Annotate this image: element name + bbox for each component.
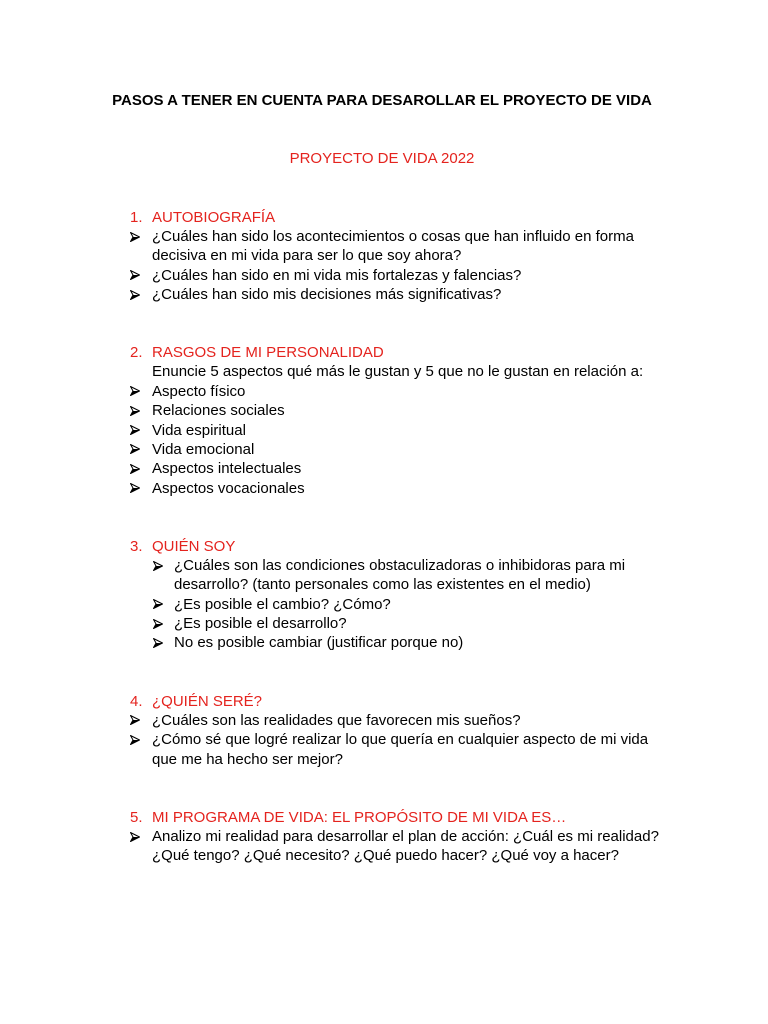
- bullet-text: ¿Cuáles son las condiciones obstaculizadoras o inhibidoras para mi desarrollo? (tanto personales como las existentes en el medio): [174, 557, 626, 594]
- bullet-item: [152, 285, 666, 304]
- section-who-am-i: [0, 537, 768, 653]
- arrow-bullet-icon: [130, 406, 140, 416]
- section-who-will-i-be: [0, 692, 768, 769]
- arrow-bullet-icon: [130, 832, 140, 842]
- arrow-bullet-icon: [130, 715, 140, 725]
- bullet-item: [152, 711, 666, 730]
- bullet-text: Relaciones sociales: [152, 402, 285, 420]
- bullet-item: [152, 421, 666, 440]
- bullet-text: Aspectos intelectuales: [152, 460, 302, 478]
- section-heading-row: [0, 208, 768, 227]
- bullet-text: Aspecto físico: [152, 382, 246, 400]
- bullet-item: [152, 401, 666, 420]
- section-number: 4.: [130, 692, 143, 710]
- document-title: PASOS A TENER EN CUENTA PARA DESAROLLAR EL PROYECTO DE VIDA: [112, 92, 652, 110]
- bullet-text: Vida espiritual: [152, 421, 246, 439]
- section-number: 1.: [130, 208, 143, 226]
- section-heading: MI PROGRAMA DE VIDA: EL PROPÓSITO DE MI VIDA ES…: [152, 808, 567, 826]
- bullet-item: [152, 382, 666, 401]
- bullet-list: [0, 227, 768, 304]
- bullet-item: [152, 440, 666, 459]
- section-personality-traits: [0, 343, 768, 498]
- arrow-bullet-icon: [130, 290, 140, 300]
- bullet-item: [174, 633, 666, 652]
- bullet-text: ¿Es posible el cambio? ¿Cómo?: [174, 595, 391, 613]
- bullet-item: [152, 227, 666, 266]
- section-heading-row: [0, 343, 768, 362]
- bullet-item: [174, 556, 666, 595]
- bullet-text: ¿Cómo sé que logré realizar lo que quería en cualquier aspecto de mi vida que me ha hecho ser mejor?: [152, 731, 649, 768]
- bullet-item: [152, 459, 666, 478]
- section-heading-row: [0, 692, 768, 711]
- bullet-text: Analizo mi realidad para desarrollar el plan de acción: ¿Cuál es mi realidad? ¿Qué tengo? ¿Qué necesito? ¿Qué puedo hacer? ¿Qué voy a hacer?: [152, 828, 659, 865]
- bullet-list: [0, 382, 768, 498]
- document-subtitle: PROYECTO DE VIDA 2022: [289, 150, 475, 168]
- bullet-text: Vida emocional: [152, 440, 255, 458]
- bullet-item: [152, 266, 666, 285]
- arrow-bullet-icon: [130, 270, 140, 280]
- section-number: 3.: [130, 537, 143, 555]
- section-life-program: [0, 808, 768, 866]
- bullet-text: ¿Cuáles han sido los acontecimientos o cosas que han influido en forma decisiva en mi vida para ser lo que soy ahora?: [152, 227, 634, 265]
- section-number: 2.: [130, 344, 143, 362]
- bullet-text: ¿Es posible el desarrollo?: [174, 615, 347, 633]
- arrow-bullet-icon: [153, 619, 163, 629]
- bullet-text: ¿Cuáles han sido mis decisiones más significativas?: [152, 285, 502, 303]
- bullet-text: ¿Cuáles han sido en mi vida mis fortalezas y falencias?: [152, 266, 522, 284]
- section-heading: AUTOBIOGRAFÍA: [152, 208, 276, 226]
- section-heading: ¿QUIÉN SERÉ?: [152, 692, 263, 710]
- arrow-bullet-icon: [130, 464, 140, 474]
- bullet-text: ¿Cuáles son las realidades que favorecen mis sueños?: [152, 711, 521, 729]
- arrow-bullet-icon: [153, 599, 163, 609]
- arrow-bullet-icon: [130, 425, 140, 435]
- section-heading-row: [0, 537, 768, 556]
- arrow-bullet-icon: [153, 638, 163, 648]
- section-heading-row: [0, 808, 768, 827]
- arrow-bullet-icon: [130, 483, 140, 493]
- section-intro: Enuncie 5 aspectos qué más le gustan y 5 que no le gustan en relación a:: [152, 363, 644, 381]
- arrow-bullet-icon: [130, 232, 140, 242]
- bullet-item: [152, 479, 666, 498]
- section-heading: RASGOS DE MI PERSONALIDAD: [152, 344, 384, 362]
- section-heading: QUIÉN SOY: [152, 537, 236, 555]
- section-number: 5.: [130, 808, 143, 826]
- bullet-item: [174, 595, 666, 614]
- section-autobiography: [0, 208, 768, 305]
- arrow-bullet-icon: [130, 386, 140, 396]
- bullet-item: [152, 827, 666, 866]
- bullet-item: [174, 614, 666, 633]
- arrow-bullet-icon: [153, 561, 163, 571]
- document-body: [0, 91, 768, 865]
- bullet-text: No es posible cambiar (justificar porque no): [174, 634, 464, 652]
- bullet-list: [0, 556, 768, 653]
- bullet-text: Aspectos vocacionales: [152, 479, 305, 497]
- bullet-item: [152, 730, 666, 769]
- bullet-list: [0, 827, 768, 866]
- arrow-bullet-icon: [130, 735, 140, 745]
- bullet-list: [0, 711, 768, 769]
- arrow-bullet-icon: [130, 444, 140, 454]
